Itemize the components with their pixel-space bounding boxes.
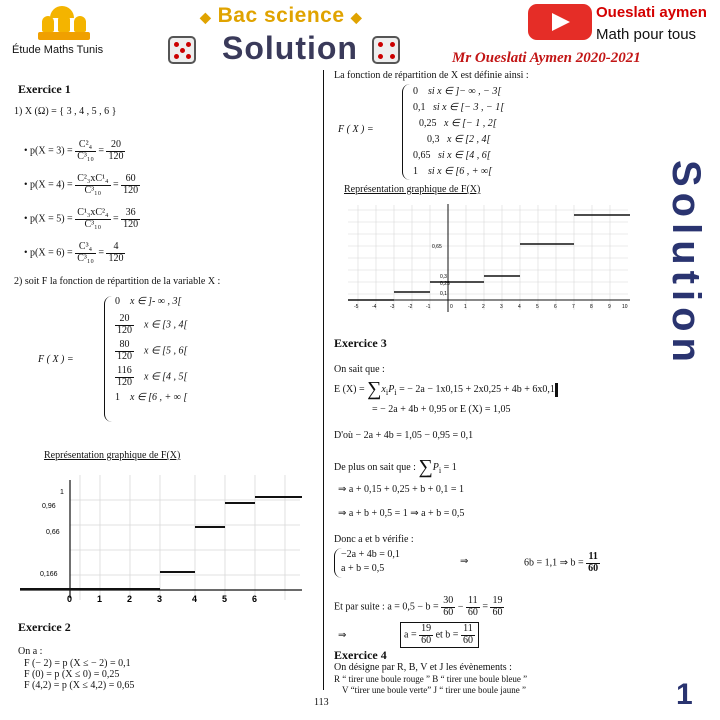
prob-row: • p(X = 6) = $\frac{\text{C³₄}}{\text{C³₁₀}}$ = $\frac{4}{120}$ [24,241,124,264]
x-tick-label: -5 [354,304,359,310]
prob-row: • p(X = 5) = $\frac{\text{C¹₃xC²₄}}{\text{C³₁₀}}$ = $\frac{36}{120}$ [24,207,139,230]
x-tick-label: 5 [536,304,539,310]
prob-row: • p(X = 3) = $\frac{\text{C²₄}}{\text{C³₁₀}}$ = $\frac{20}{120}$ [24,139,124,162]
ex1-q1: 1) X (Ω) = { 3 , 4 , 5 , 6 } [14,106,117,117]
ex4-line3: V “tirer une boule verte” J “ tirer une boule jaune ” [342,685,527,695]
ex2-line: F (4,2) = p (X ≤ 4,2) = 0,65 [24,680,135,691]
x-tick-label: -4 [372,304,377,310]
graph-title-right: Représentation graphique de F(X) [344,184,481,195]
piece-row: $\frac{116}{120}$ x ∈ [4 , 5[ [117,365,188,388]
x-tick-label: -3 [390,304,395,310]
x-tick-label: 3 [157,594,163,604]
youtube-icon [528,4,592,40]
x-tick-label: 1 [97,594,103,604]
x-tick-label: 5 [222,594,228,604]
x-tick-label: 8 [590,304,593,310]
y-tick-label: 1 [60,489,64,496]
F-label-right: F ( X ) = [338,124,374,135]
x-tick-label: 3 [500,304,503,310]
ex3-line3: D'où − 2a + 4b = 1,05 − 0,95 = 0,1 [334,430,474,441]
channel-subtitle: Math pour tous [596,26,697,43]
x-tick-label: 10 [622,304,628,310]
ex1-q2: 2) soit F la fonction de répartition de la variable X : [14,276,221,287]
piece-row: 1 si x ∈ [6 , + ∞[ [413,166,492,177]
piece-row: 1 x ∈ [6 , + ∞ [ [115,392,188,403]
right-intro: La fonction de répartition de X est définie ainsi : [334,70,529,81]
x-tick-label: 0 [450,304,453,310]
y-tick-label: 0,96 [42,503,56,510]
page-number: 1 [676,678,693,711]
x-tick-label: 4 [192,594,198,604]
exercise-3-title: Exercice 3 [334,336,387,350]
column-divider [323,70,324,690]
graph-left [10,470,310,610]
ex3-line6: ⇒ a + b + 0,5 = 1 ⇒ a + b = 0,5 [338,508,465,519]
dice-icon [372,36,400,64]
ex3-final-box: a = $\frac{19}{60}$ et b = $\frac{11}{60}$ [400,622,479,648]
solution-title: Solution [222,30,358,66]
ex2-on-a: On a : [18,646,43,657]
x-tick-label: 0 [67,594,73,604]
ex3-sum-line: De plus on sait que : $\sum P_i = 1$ [334,456,457,478]
piece-row: 0 x ∈ ]- ∞ , 3[ [115,296,182,307]
bac-title: ◆ Bac science ◆ [200,4,363,27]
piece-row: 0,65 si x ∈ [4 , 6[ [413,150,491,161]
x-tick-label: 2 [127,594,133,604]
ex3-line5: ⇒ a + 0,15 + 0,25 + b + 0,1 = 1 [338,484,465,495]
x-tick-label: -2 [408,304,413,310]
exercise-2-title: Exercice 2 [18,620,71,634]
ex4-line1: On désigne par R, B, V et J les évènements : [334,662,512,673]
school-logo-icon [32,6,92,42]
sigma-icon: ∑ [367,378,382,400]
exercise-1-title: Exercice 1 [18,82,71,96]
logo [12,6,122,56]
x-tick-label: 1 [464,304,467,310]
piece-row: 0,3 x ∈ [2 , 4[ [427,134,491,145]
text-cursor [555,383,558,397]
dice-icon [168,36,196,64]
piece-row: $\frac{20}{120}$ x ∈ [3 , 4[ [117,313,188,336]
ex3-system: −2a + 4b = 0,1 a + b = 0,5 [334,548,400,578]
side-solution-title: Solution [664,160,708,368]
channel-name: Oueslati aymen [596,4,707,21]
ex3-line2: = − 2a + 4b + 0,95 or E (X) = 1,05 [372,404,511,415]
y-tick-label: 0,166 [40,571,58,578]
ex3-b-value: 6b = 1,1 ⇒ b = $\frac{11}{60}$ [524,551,599,574]
prob-row: • p(X = 4) = $\frac{\text{C²₃xC¹₄}}{\text{C³₁₀}}$ = $\frac{60}{120}$ [24,173,139,196]
y-tick-label: 0,66 [46,529,60,536]
ex2-lines [24,658,134,691]
diamond-icon: ◆ [200,9,212,25]
teacher-year: Mr Oueslati Aymen 2020-2021 [452,50,641,66]
x-tick-label: -1 [426,304,431,310]
x-tick-label: 2 [482,304,485,310]
F-piecewise-left [104,296,244,422]
x-tick-label: 7 [572,304,575,310]
y-tick-label: 0,65 [432,244,442,250]
ex3-on-sait: On sait que : [334,364,385,375]
ex3-line7: Donc a et b vérifie : [334,534,414,545]
exercise-4-title: Exercice 4 [334,648,387,662]
piece-row: 0 si x ∈ ]− ∞ , − 3[ [413,86,502,97]
piece-row: 0,1 si x ∈ [− 3 , − 1[ [413,102,505,113]
page-footer-number: 113 [314,697,329,708]
y-tick-label: 0,25 [440,281,450,287]
logo-text: Étude Maths Tunis [12,44,104,56]
piece-row: 0,25 x ∈ [− 1 , 2[ [419,118,497,129]
F-piecewise-right [402,84,552,180]
ex3-implies: ⇒ [460,556,469,567]
F-label-left: F ( X ) = [38,354,74,365]
ex2-line: F (− 2) = p (X ≤ − 2) = 0,1 [24,658,131,669]
diamond-icon: ◆ [350,9,363,25]
x-tick-label: 6 [554,304,557,310]
x-tick-label: 6 [252,594,258,604]
graph-title-left: Représentation graphique de F(X) [44,450,181,461]
graph-right [338,200,634,318]
x-tick-label: 4 [518,304,521,310]
ex3-a-value: Et par suite : a = 0,5 − b = $\frac{30}{60}$ − $\frac{11}{60}$ = $\frac{19}{60}$ [334,595,503,618]
x-tick-label: 9 [608,304,611,310]
ex2-line: F (0) = p (X ≤ 0) = 0,25 [24,669,120,680]
piece-row: $\frac{80}{120}$ x ∈ [5 , 6[ [117,339,188,362]
sigma-icon: ∑ [418,456,433,478]
y-tick-label: 0,3 [440,274,447,280]
ex3-final-arrow: ⇒ [338,630,347,641]
y-tick-label: 0,1 [440,291,447,297]
ex1-prob-list [24,140,140,276]
ex3-expectation-line: E $(X) = \sum x_iP_i$ = − 2a − 1x0,15 + 2x0,25 + 4b + 6x0,1 [334,378,558,401]
ex4-line2: R “ tirer une boule rouge ” B “ tirer une boule bleue ” [334,674,528,684]
